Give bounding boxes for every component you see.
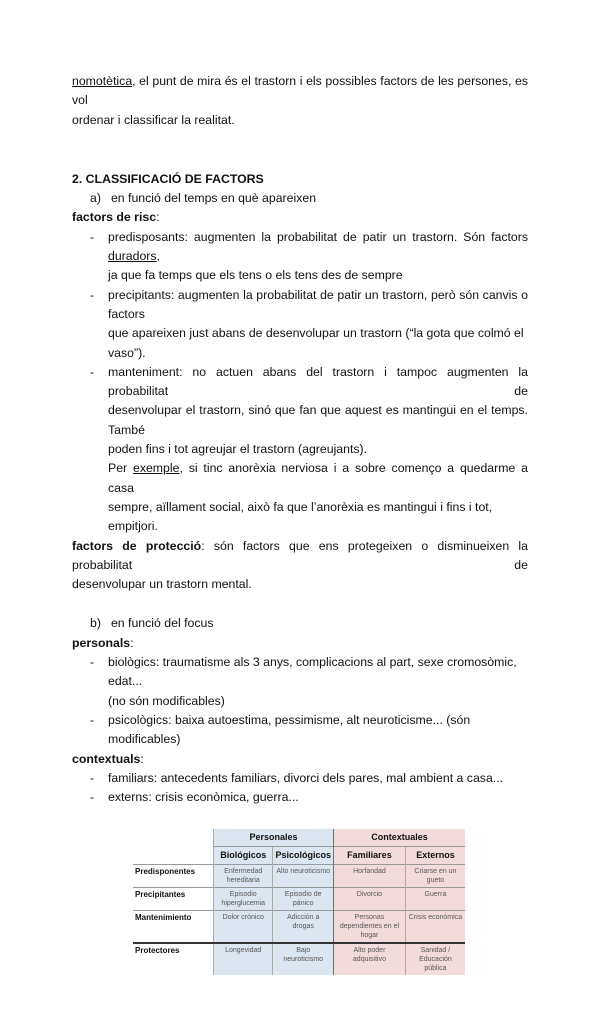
table-cell: Episodio hiperglucemia bbox=[214, 888, 273, 911]
factors-table bbox=[133, 829, 465, 975]
table-cell: Criarse en un gueto bbox=[405, 865, 465, 888]
bullet: - bbox=[90, 655, 95, 670]
exemple-line-2: sempre, aïllament social, això fa que l’anorèxia es mantingui i fins i tot, empitjori. bbox=[108, 499, 493, 534]
bold-term: personals bbox=[72, 635, 131, 650]
bold-term: factors de protecció bbox=[72, 538, 202, 553]
table-cell: Enfermedad hereditaria bbox=[214, 865, 273, 888]
table-row bbox=[133, 888, 465, 911]
intro-line-1 bbox=[72, 72, 528, 111]
bullet: - bbox=[90, 364, 95, 379]
table-cell: Divorcio bbox=[334, 888, 406, 911]
predisposants-line-2: ja que fa temps que els tens o els tens des de sempre bbox=[108, 268, 403, 283]
section-heading: 2. CLASSIFICACIÓ DE FACTORS bbox=[72, 171, 264, 186]
precipitants-line-2: que apareixen just abans de desenvolupar un trastorn (“la gota que colmó el vaso”). bbox=[108, 326, 524, 360]
text: predisposants: augmenten la probabilitat de patir un trastorn. Són factors bbox=[108, 229, 528, 244]
bullet: - bbox=[90, 287, 95, 302]
table-cell: Adicción a drogas bbox=[273, 911, 334, 944]
spacer bbox=[72, 594, 528, 614]
col-header: Psicológicos bbox=[273, 847, 334, 865]
table-cell: Alto neuroticismo bbox=[273, 865, 334, 888]
link-duradors[interactable]: duradors bbox=[108, 249, 157, 264]
list-label: a) bbox=[90, 191, 101, 206]
group-header-contextuales: Contextuales bbox=[334, 829, 466, 847]
table-cell: Sanidad / Educación pública bbox=[405, 943, 465, 975]
text: manteniment: no actuen abans del trastorn i tampoc augmenten la probabilitat de bbox=[108, 364, 528, 399]
text: biològics: traumatisme als 3 anys, complicacions al part, sexe cromosòmic, edat... bbox=[108, 655, 517, 689]
familiars-line bbox=[90, 769, 528, 788]
contextuals-title bbox=[72, 750, 528, 769]
exemple-line-1 bbox=[108, 459, 528, 498]
group-header-row bbox=[133, 829, 465, 847]
column-header-row bbox=[133, 847, 465, 865]
biologics-line-2: (no són modificables) bbox=[108, 693, 225, 708]
precipitants-line-1 bbox=[90, 286, 528, 325]
spacer bbox=[72, 150, 528, 170]
bullet: - bbox=[90, 790, 95, 805]
list-text: en funció del temps en què apareixen bbox=[110, 191, 317, 206]
bullet: - bbox=[90, 229, 95, 244]
manteniment-line-1 bbox=[90, 363, 528, 402]
row-label: Protectores bbox=[133, 943, 214, 975]
externs-line bbox=[90, 788, 528, 807]
spacer bbox=[72, 130, 528, 150]
table-cell: Longevidad bbox=[214, 943, 273, 975]
link-exemple[interactable]: exemple bbox=[132, 461, 180, 476]
row-label: Predisponentes bbox=[133, 865, 214, 888]
text: : bbox=[140, 751, 144, 766]
text: , el punt de mira és el trastorn i els possibles factors de les persones, es vol bbox=[72, 74, 528, 108]
risc-title bbox=[72, 208, 528, 227]
manteniment-line-2: desenvolupar el trastorn, sinó que fan que aquest es mantingui en el temps. També bbox=[108, 403, 528, 437]
col-header: Biológicos bbox=[214, 847, 273, 865]
predisposants-line-1 bbox=[90, 228, 528, 267]
table-cell: Horfandad bbox=[334, 865, 406, 888]
personals-title bbox=[72, 634, 528, 653]
proteccio-line-2: desenvolupar un trastorn mental. bbox=[72, 577, 252, 592]
table-cell: Personas dependientes en el hogar bbox=[334, 911, 406, 944]
subsection-a bbox=[90, 189, 528, 208]
col-header: Externos bbox=[405, 847, 465, 865]
table-row bbox=[133, 943, 465, 975]
text: psicològics: baixa autoestima, pessimisme, alt neuroticisme... (són modificables) bbox=[108, 712, 471, 747]
proteccio-line-1 bbox=[72, 537, 528, 576]
table-cell: Crisis económica bbox=[405, 911, 465, 944]
row-label: Precipitantes bbox=[133, 888, 214, 911]
text: Per bbox=[108, 461, 133, 476]
bold-term: factors de risc bbox=[72, 210, 157, 225]
text: , si tinc anorèxia nerviosa i a sobre començo a quedarme a casa bbox=[108, 461, 528, 495]
table-cell: Episodio de pánico bbox=[273, 888, 334, 911]
text: precipitants: augmenten la probabilitat de patir un trastorn, però són canvis o factors bbox=[108, 287, 528, 321]
table-cell: Guerra bbox=[405, 888, 465, 911]
text: familiars: antecedents familiars, divorci dels pares, mal ambient a casa... bbox=[108, 770, 504, 785]
text: : bbox=[130, 635, 134, 650]
group-header-personales: Personales bbox=[214, 829, 334, 847]
list-label: b) bbox=[90, 616, 101, 631]
subsection-b bbox=[90, 614, 528, 633]
table-row bbox=[133, 911, 465, 944]
row-label: Mantenimiento bbox=[133, 911, 214, 944]
table-cell: Dolor crónico bbox=[214, 911, 273, 944]
empty-cell bbox=[133, 847, 214, 865]
table-cell: Alto poder adquisitivo bbox=[334, 943, 406, 975]
text: externs: crisis econòmica, guerra... bbox=[108, 790, 299, 805]
biologics-line-1 bbox=[90, 653, 528, 692]
text: , bbox=[156, 249, 160, 264]
empty-cell bbox=[133, 829, 214, 847]
manteniment-line-3: poden fins i tot agreujar el trastorn (agreujants). bbox=[108, 442, 368, 457]
text: : bbox=[156, 210, 160, 225]
list-text: en funció del focus bbox=[110, 616, 214, 631]
bold-term: contextuals bbox=[72, 751, 141, 766]
psicologics-line bbox=[90, 711, 528, 750]
text: : són factors que ens protegeixen o disminueixen la probabilitat de bbox=[72, 538, 529, 572]
link-nomotetica[interactable]: nomotètica bbox=[72, 74, 133, 88]
intro-line-2: ordenar i classificar la realitat. bbox=[72, 112, 235, 127]
bullet: - bbox=[90, 712, 95, 727]
bullet: - bbox=[90, 770, 95, 785]
table-cell: Bajo neuroticismo bbox=[273, 943, 334, 975]
table-row bbox=[133, 865, 465, 888]
col-header: Familiares bbox=[334, 847, 406, 865]
